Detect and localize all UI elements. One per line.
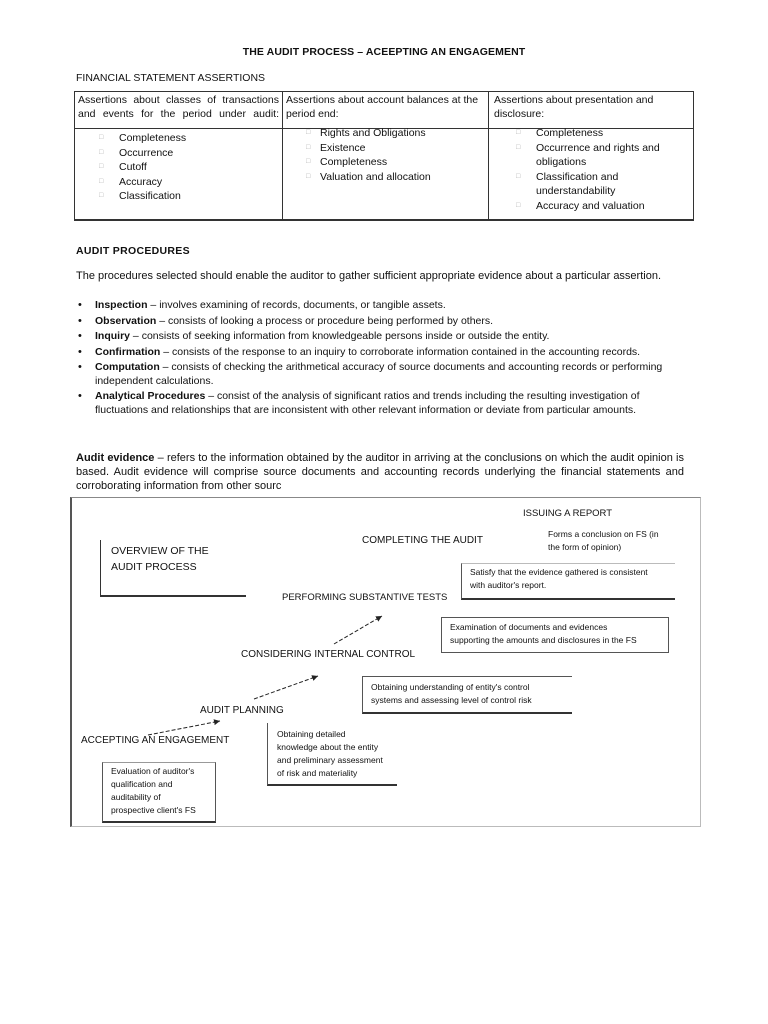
assertion-item: □ Classification and understandability [516, 170, 619, 198]
square-bullet-icon: □ [99, 177, 104, 185]
assertion-item: □ Completeness [99, 132, 187, 144]
overview-title-line1: OVERVIEW OF THE [111, 545, 209, 557]
assertion-item: □ Occurrence and rights and obligations [516, 141, 660, 169]
bullet-icon: • [78, 330, 82, 342]
procedure-desc: – involves examining of records, documents, or tangible assets. [147, 299, 446, 311]
audit-process-diagram [70, 497, 701, 827]
assertion-item: □ Completeness [306, 156, 388, 169]
procedure-desc: – consists of seeking information from knowledgeable persons inside or outside the entity. [130, 330, 550, 342]
audit-evidence-desc: – refers to the information obtained by the auditor in arriving at the conclusions on which the audit opinion is based. Audit evidence will comprise source documents and accounting records underlying the financial statements and corroborating information from other sourc [76, 452, 684, 492]
procedure-term: Inspection [95, 299, 148, 311]
procedure-desc: – consists of the response to an inquiry to corroborate information contained in the accounting records. [160, 345, 641, 358]
note-internal-control: Obtaining understanding of entity's control systems and assessing level of control risk [371, 682, 532, 705]
procedure-item [76, 390, 694, 417]
arrow-to-substantive [334, 616, 382, 644]
procedure-item [76, 330, 694, 344]
overview-title-line2: AUDIT PROCESS [111, 561, 197, 573]
square-bullet-icon: □ [516, 129, 521, 136]
procedure-desc: – consist of the analysis of significant ratios and trends including the resulting investigation of fluctuations and relationships that are inconsistent with other relevant information or deviate from particular amounts. [95, 390, 640, 416]
note-issuing-report: Forms a conclusion on FS (in the form of opinion) [548, 529, 659, 552]
procedures-list [76, 299, 694, 419]
procedure-term: Inquiry [95, 330, 131, 342]
assertions-header-balances: Assertions about account balances at the period end: [283, 92, 489, 129]
assertions-label: FINANCIAL STATEMENT ASSERTIONS [76, 72, 266, 84]
page-title: THE AUDIT PROCESS – ACEEPTING AN ENGAGEMENT [242, 46, 526, 58]
procedure-desc: – consists of checking the arithmetical accuracy of source documents and accounting records or performing independent calculations. [95, 361, 663, 387]
assertion-item: □ Rights and Obligations [306, 127, 426, 139]
square-bullet-icon: □ [516, 143, 521, 151]
audit-evidence-paragraph [76, 451, 684, 493]
procedure-term: Confirmation [95, 345, 161, 358]
audit-procedures-heading: AUDIT PROCEDURES [76, 245, 190, 257]
step-issuing-report: ISSUING A REPORT [523, 508, 613, 519]
assertion-item: □ Occurrence [99, 146, 174, 159]
assertion-item: □ Cutoff [99, 161, 147, 174]
step-internal-control: CONSIDERING INTERNAL CONTROL [241, 649, 416, 660]
procedure-term: Analytical Procedures [95, 390, 206, 402]
procedure-item [76, 315, 694, 329]
bullet-icon: • [78, 361, 82, 373]
square-bullet-icon: □ [306, 172, 311, 180]
note-completing-audit: Satisfy that the evidence gathered is consistent with auditor's report. [470, 567, 648, 590]
procedure-item [76, 361, 694, 388]
step-substantive-tests: PERFORMING SUBSTANTIVE TESTS [282, 592, 448, 603]
procedure-term: Observation [95, 314, 157, 327]
note-accepting-engagement: Evaluation of auditor's qualification and auditability of prospective client's FS [111, 766, 196, 815]
square-bullet-icon: □ [306, 158, 311, 166]
square-bullet-icon: □ [99, 148, 104, 156]
arrow-to-internal-control [254, 676, 318, 699]
square-bullet-icon: □ [306, 129, 311, 136]
assertions-list-balances [283, 129, 489, 221]
square-bullet-icon: □ [99, 163, 104, 171]
procedure-desc: – consists of looking a process or procedure being performed by others. [156, 314, 494, 327]
square-bullet-icon: □ [99, 134, 104, 141]
assertion-item: □ Completeness [516, 127, 604, 139]
step-completing-audit: COMPLETING THE AUDIT [362, 535, 483, 546]
audit-evidence-term: Audit evidence [76, 452, 155, 464]
bullet-icon: • [78, 314, 82, 327]
square-bullet-icon: □ [99, 192, 104, 200]
arrow-to-planning [148, 721, 220, 735]
progression-arrows [72, 498, 700, 826]
step-audit-planning-label: AUDIT PLANNING [200, 705, 284, 716]
assertion-item: □ Accuracy [99, 175, 163, 188]
assertions-list-presentation [489, 129, 694, 221]
square-bullet-icon: □ [516, 201, 521, 209]
assertions-list-transactions [75, 129, 283, 221]
assertions-table [74, 91, 694, 221]
audit-procedures-intro: The procedures selected should enable the auditor to gather sufficient appropriate evidence about a particular assertion. [76, 270, 662, 282]
assertion-item: □ Valuation and allocation [306, 170, 431, 183]
procedure-term: Computation [95, 361, 160, 373]
note-substantive-tests: Examination of documents and evidences supporting the amounts and disclosures in the FS [450, 622, 637, 645]
step-accepting-engagement: ACCEPTING AN ENGAGEMENT [81, 735, 230, 746]
procedure-item [76, 299, 694, 313]
bullet-icon: • [78, 299, 82, 311]
square-bullet-icon: □ [516, 172, 521, 180]
assertion-item: □ Existence [306, 141, 366, 154]
procedure-item [76, 346, 694, 360]
assertions-header-transactions: Assertions about classes of transactions and events for the period under audit: [75, 92, 283, 129]
assertion-item: □ Classification [99, 190, 181, 203]
square-bullet-icon: □ [306, 143, 311, 151]
bullet-icon: • [78, 390, 82, 402]
bullet-icon: • [78, 345, 82, 358]
assertion-item: □ Accuracy and valuation [516, 199, 645, 212]
assertions-header-presentation: Assertions about presentation and disclosure: [489, 92, 694, 129]
note-audit-planning: Obtaining detailed knowledge about the entity and preliminary assessment of risk and materiality [277, 729, 383, 778]
